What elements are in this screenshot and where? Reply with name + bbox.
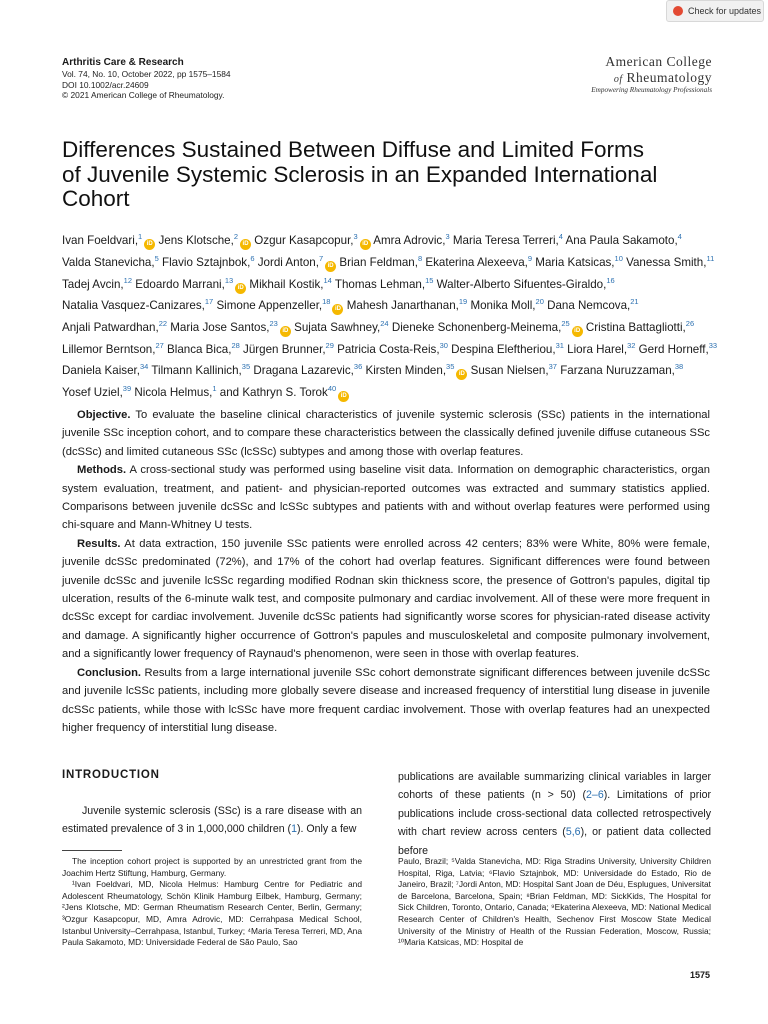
affiliation-superscript: 22 (158, 319, 168, 329)
author-name: Simone Appenzeller, (216, 299, 323, 313)
reference-link[interactable]: 2–6 (586, 789, 604, 802)
author-entry (436, 275, 615, 291)
affiliation-superscript: 27 (155, 341, 164, 351)
page-number: 1575 (689, 970, 710, 980)
author-name: Thomas Lehman, (334, 277, 426, 291)
orcid-icon[interactable]: iD (338, 391, 349, 402)
author-entry (62, 343, 164, 356)
author-entry (62, 321, 167, 334)
affiliation-superscript: 5 (154, 253, 159, 263)
orcid-icon[interactable]: iD (360, 239, 371, 250)
author-name: and Kathryn S. Torok (219, 386, 328, 400)
author-entry (62, 299, 213, 312)
intro-left-column (62, 802, 362, 839)
author-entry (253, 364, 362, 377)
author-name: Maria Jose Santos, (170, 321, 270, 335)
affiliation-superscript: 17 (204, 297, 214, 307)
affiliation-superscript: 4 (677, 232, 682, 241)
orcid-icon[interactable]: iD (332, 304, 343, 315)
author-name: Flavio Sztajnbok, (162, 255, 251, 269)
abstract-objective (62, 406, 710, 461)
affiliation-superscript: 11 (706, 253, 715, 263)
affiliation-superscript: 23 (269, 319, 278, 329)
author-entry (170, 321, 291, 334)
logo-line2-prefix: of (613, 74, 623, 85)
author-name: Ivan Foeldvari, (62, 233, 139, 247)
acr-logo (572, 54, 712, 94)
author-name: Sujata Sawhney, (294, 321, 381, 335)
logo-tagline: Empowering Rheumatology Professionals (591, 86, 712, 94)
affiliation-superscript: 20 (535, 297, 544, 307)
affiliation-superscript: 1 (212, 384, 217, 394)
author-name: Monika Moll, (470, 299, 536, 313)
author-name: Dragana Lazarevic, (253, 364, 354, 378)
orcid-icon[interactable]: iD (325, 261, 336, 272)
affiliation-superscript: 35 (446, 362, 455, 372)
abstract-results (62, 535, 710, 664)
affiliation-superscript: 3 (445, 232, 450, 241)
affiliation-superscript: 26 (685, 319, 695, 329)
author-entry (249, 275, 332, 291)
author-name: Ana Paula Sakamoto, (565, 233, 678, 247)
check-for-updates-label: Check for updates (688, 6, 762, 16)
affiliation-superscript: 33 (708, 341, 718, 351)
author-name: Maria Katsicas, (535, 255, 615, 269)
affiliation-superscript: 34 (139, 362, 149, 372)
author-entry (425, 253, 533, 269)
author-name: Mikhail Kostik, (249, 277, 324, 291)
author-name: Lillemor Berntson, (62, 343, 156, 357)
reference-link[interactable]: 1 (291, 823, 297, 836)
affiliation-superscript: 24 (380, 319, 389, 329)
affiliation-superscript: 37 (548, 362, 557, 372)
author-entry (134, 386, 216, 399)
author-name: Dieneke Schonenberg-Meinema, (391, 321, 562, 335)
intro-right-a: publications are available summarizing clinical variables in larger cohorts of these patients (n > 50) ( (398, 771, 711, 802)
author-entry (535, 253, 623, 269)
author-entry (62, 234, 155, 247)
orcid-icon[interactable]: iD (456, 369, 467, 380)
orcid-icon[interactable]: iD (235, 283, 246, 294)
affiliation-superscript: 15 (425, 275, 434, 285)
author-entry (586, 321, 694, 334)
affiliation-superscript: 21 (630, 297, 639, 307)
author-entry (158, 234, 251, 247)
author-name: Patricia Costa-Reis, (337, 343, 440, 357)
author-entry (566, 234, 682, 247)
author-entry (167, 343, 240, 356)
objective-text: To evaluate the baseline clinical characteristics of juvenile systemic sclerosis (SSc) patients in the international juvenile SSc inception cohort, and to compare these characteristics between the classically defined juvenile diffuse cutaneous SSc (dcSSc) and limited cutaneous SSc (lcSSc) subtypes and among those with overlap features. (62, 409, 711, 458)
affiliation-superscript: 35 (241, 362, 251, 372)
affiliation-superscript: 1 (138, 232, 143, 241)
affiliation-superscript: 25 (561, 319, 570, 329)
affiliation-superscript: 32 (627, 341, 636, 351)
affiliation-superscript: 16 (606, 275, 615, 285)
check-for-updates-badge[interactable] (666, 0, 764, 22)
author-name: Brian Feldman, (339, 255, 418, 269)
author-name: Gerd Horneff, (638, 343, 709, 357)
author-name: Vanessa Smith, (626, 255, 707, 269)
results-text: At data extraction, 150 juvenile SSc patients were enrolled across 42 centers; 83% were White, 80% were female, juvenile dcSSc predominated (72%), and 17% of the cohort had overlap features. Significant differences were found between juvenile dcSSc and juvenile lcSSc regarding modified Rodnan skin thickness score, the presence of Gottron's papules, digital tip ulceration, results of the 6-minute walk test, and composite pulmonary and cardiac involvement. All of these were more frequent in dcSSc except for cardiac involvement. Juvenile dcSSc patients had significantly worse scores for physician-rated disease activity and damage. A significantly higher occurrence of Gottron's papules and musculoskeletal and composite pulmonary involvement, and a significantly lower frequency of Raynaud's phenomenon, were seen in those with overlap features. (62, 537, 710, 661)
intro-left-text: Juvenile systemic sclerosis (SSc) is a rare disease with an estimated prevalence of 3 in 1,000,000 children ( (62, 805, 362, 836)
author-name: Daniela Kaiser, (62, 364, 140, 378)
reference-link[interactable]: 5,6 (565, 826, 581, 839)
abstract (62, 406, 710, 737)
introduction-heading: INTRODUCTION (62, 769, 160, 781)
orcid-icon[interactable]: iD (240, 239, 251, 250)
affiliation-superscript: 3 (353, 232, 358, 241)
affiliation-superscript: 39 (122, 384, 132, 394)
intro-paragraph (62, 802, 362, 839)
author-entry (254, 234, 370, 247)
author-name: Kirsten Minden, (365, 364, 447, 378)
methods-label: Methods. (77, 464, 127, 477)
affiliation-superscript: 8 (417, 253, 423, 263)
affiliation-superscript: 13 (224, 275, 234, 285)
author-name: Jens Klotsche, (158, 233, 234, 247)
author-name: Blanca Bica, (167, 343, 232, 357)
author-entry (639, 343, 717, 356)
footnotes-right (398, 856, 711, 949)
conclusion-label: Conclusion. (77, 666, 142, 679)
affiliation-superscript: 30 (439, 341, 448, 351)
author-entry (567, 343, 635, 356)
author-entry (151, 364, 250, 377)
orcid-icon[interactable]: iD (572, 326, 583, 337)
author-entry (162, 253, 255, 269)
author-entry (451, 343, 564, 356)
affiliation-superscript: 19 (458, 297, 468, 307)
author-entry (471, 364, 557, 377)
author-entry (62, 364, 148, 377)
funding-footnote: The inception cohort project is supported by an unrestricted grant from the Joachim Hertz Stiftung, Hamburg, Germany. (62, 856, 362, 878)
affiliation-superscript: 6 (250, 253, 255, 263)
affiliation-superscript: 29 (325, 341, 334, 351)
affiliation-superscript: 12 (123, 275, 133, 285)
methods-text: A cross-sectional study was performed using baseline visit data. Information on demographic characteristics, organ system evaluation, treatment, and patient- and physician-reported outcomes was extracted and summary statistics applied. Comparisons between juvenile dcSSc and lcSSc subtypes and patients with and without overlap features were performed using chi-square and Mann-Whitney U tests. (62, 464, 710, 532)
orcid-icon[interactable]: iD (144, 239, 155, 250)
intro-left-end: ). Only a few (297, 823, 357, 836)
author-entry (220, 386, 349, 399)
author-name: Tilmann Kallinich, (151, 364, 242, 378)
results-label: Results. (77, 537, 121, 550)
author-entry (337, 343, 448, 356)
journal-copyright: © 2021 American College of Rheumatology. (62, 90, 225, 101)
author-name: Ekaterina Alexeeva, (425, 255, 528, 269)
intro-right-c: ), or patient data collected before (398, 826, 711, 857)
author-entry (294, 321, 389, 334)
author-entry (216, 299, 343, 312)
author-name: Cristina Battagliotti, (585, 321, 686, 335)
abstract-methods (62, 461, 710, 535)
affiliation-superscript: 7 (318, 253, 324, 263)
author-name: Liora Harel, (567, 343, 628, 357)
article-title: Differences Sustained Between Diffuse and Limited Forms of Juvenile Systemic Sclerosis in an Expanded International Cohort (62, 137, 658, 211)
orcid-icon[interactable]: iD (280, 326, 291, 337)
affiliations-footnote: ¹Ivan Foeldvari, MD, Nicola Helmus: Hamburg Centre for Pediatric and Adolescent Rheumatology, Schön Klinik Hamburg Eilbek, Hamburg, Germany; ²Jens Klotsche, MD: German Rheumatism Research Center, Berlin, Germany; ³Ozgur Kasapcopur, MD, Amra Adrovic, MD: Cerrahpasa Medical School, Istanbul University–Cerrahpasa, Istanbul, Turkey; ⁴Maria Teresa Terreri, MD, Ana Paula Sakamoto, MD: Universidade Federal de São Paulo, Sao (62, 879, 362, 948)
author-entry (365, 364, 467, 377)
affiliation-superscript: 36 (353, 362, 363, 372)
affiliation-superscript: 38 (674, 362, 684, 372)
author-entry (373, 234, 449, 247)
author-entry (470, 299, 543, 312)
author-name: Susan Nielsen, (470, 364, 549, 378)
author-name: Jordi Anton, (257, 255, 319, 269)
affiliation-superscript: 40 (327, 384, 337, 394)
author-name: Maria Teresa Terreri, (452, 233, 559, 247)
author-entry (243, 343, 334, 356)
author-name: Edoardo Marrani, (135, 277, 225, 291)
affiliation-superscript: 28 (231, 341, 240, 351)
author-name: Valda Stanevicha, (62, 255, 155, 269)
author-name: Nicola Helmus, (134, 386, 213, 400)
author-entry (62, 275, 133, 291)
author-name: Ozgur Kasapcopur, (254, 233, 354, 247)
author-entry (626, 253, 715, 269)
author-entry (560, 364, 683, 377)
abstract-conclusion (62, 664, 710, 738)
author-name: Natalia Vasquez-Canizares, (62, 299, 205, 313)
author-entry (62, 386, 131, 399)
footnote-divider (62, 850, 122, 851)
logo-line2 (572, 70, 712, 86)
author-name: Dana Nemcova, (547, 299, 631, 313)
affiliation-superscript: 31 (555, 341, 564, 351)
author-entry (547, 299, 638, 312)
footnotes-left (62, 856, 362, 949)
affiliation-superscript: 14 (323, 275, 332, 285)
author-entry (334, 275, 434, 291)
affiliation-superscript: 9 (527, 253, 533, 263)
author-entry (392, 321, 583, 334)
conclusion-text: Results from a large international juvenile SSc cohort demonstrate significant differences between juvenile dcSSc and juvenile lcSSc patients, including more globally severe disease and increased frequency of interstitial lung disease in juvenile dcSSc patients, while those with lcSSc have more frequent cardiac involvement. Those with overlap features had an unexpected higher frequency of interstitial lung disease. (62, 666, 711, 734)
journal-doi[interactable]: DOI 10.1002/acr.24609 (62, 79, 149, 90)
intro-right-column (398, 768, 711, 860)
affiliation-superscript: 2 (233, 232, 239, 241)
journal-name: Arthritis Care & Research (62, 57, 184, 68)
author-entry (339, 253, 423, 269)
author-name: Farzana Nuruzzaman, (560, 364, 675, 378)
logo-line2-word: Rheumatology (626, 70, 712, 85)
journal-volume: Vol. 74, No. 10, October 2022, pp 1575–1584 (62, 69, 231, 79)
author-entry (347, 299, 468, 312)
author-entry (453, 234, 563, 247)
affiliation-superscript: 18 (322, 297, 331, 307)
author-name: Despina Eleftheriou, (451, 343, 556, 357)
author-entry (62, 253, 159, 269)
author-name: Walter-Alberto Sifuentes-Giraldo, (436, 277, 607, 291)
objective-label: Objective. (77, 409, 131, 421)
author-name: Yosef Uziel, (62, 386, 123, 400)
author-name: Jürgen Brunner, (243, 343, 326, 357)
author-name: Tadej Avcin, (62, 277, 124, 291)
affiliations-footnote-cont: Paulo, Brazil; ⁵Valda Stanevicha, MD: Riga Stradins University, University Children Hospital, Riga, Latvia; ⁶Flavio Sztajnbok, MD: Universidade do Estado, Rio de Janeiro, Brazil; ⁷Jordi Anton, MD: Hospital Sant Joan de Déu, Esplugues, Universitat de Barcelona, Barcelona, Spain; ⁸Brian Feldman, MD: SickKids, The Hospital for Sick Children, Toronto, Ontario, Canada; ⁹Ekaterina Alexeeva, MD: National Medical Research Center of Children's Health, Sechenov First Moscow State Medical University of the Ministry of Health of the Russian Federation, Moscow, Russia; ¹⁰Maria Katsicas, MD: Hospital de (398, 856, 711, 948)
affiliation-superscript: 4 (558, 232, 563, 241)
author-name: Mahesh Janarthanan, (346, 299, 459, 313)
journal-header (62, 57, 362, 101)
intro-right-b: ). Limitations of prior publications include cross-sectional data collected retrospectively with chart review across centers ( (398, 789, 711, 839)
author-list (62, 228, 722, 402)
author-name: Anjali Patwardhan, (62, 321, 159, 335)
intro-right-paragraph (398, 768, 711, 860)
author-name: Amra Adrovic, (373, 233, 446, 247)
affiliation-superscript: 10 (614, 253, 623, 263)
logo-line1: American College (605, 54, 712, 69)
update-icon (673, 6, 683, 16)
author-entry (257, 253, 336, 269)
author-entry (135, 275, 246, 291)
